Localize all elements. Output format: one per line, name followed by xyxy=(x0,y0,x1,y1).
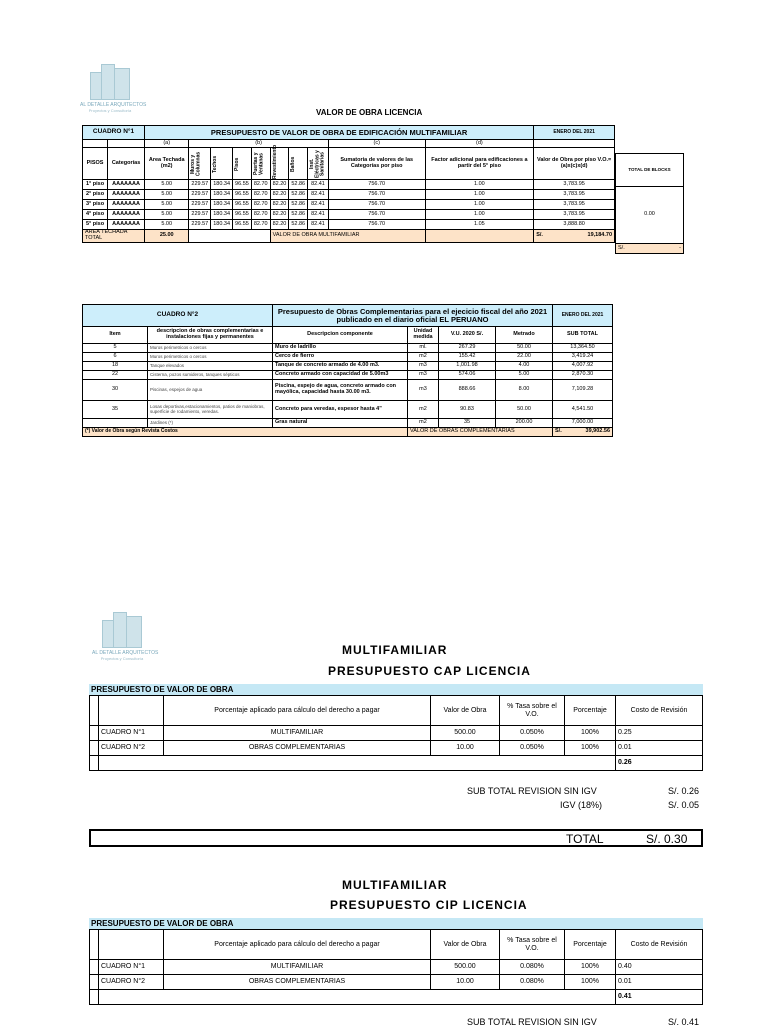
row-component: Muro de ladrillo xyxy=(273,344,408,353)
row-description: Muros perimetricos o cercos xyxy=(148,344,273,353)
row-porcentaje: 100% xyxy=(565,975,616,990)
row-category-value: 82.20 xyxy=(270,200,289,210)
blocks-value: - xyxy=(679,244,681,251)
vo-multifamiliar-label: VALOR DE OBRA MULTIFAMILIAR xyxy=(270,230,425,243)
row-unit: m2 xyxy=(408,353,439,362)
row-category-value: 82.20 xyxy=(270,220,289,230)
row-piso: 1° piso xyxy=(83,180,108,190)
vo-multifamiliar-value: 19,184.70 xyxy=(587,231,612,238)
row-category-value: 82.41 xyxy=(308,200,329,210)
row-vu: 888.66 xyxy=(439,380,496,401)
row-description: Jardines (*) xyxy=(148,419,273,428)
row-costo: 0.40 xyxy=(616,960,703,975)
c2-footer-label: VALOR DE OBRAS COMPLEMENTARIAS xyxy=(408,428,553,437)
cip-subtotal-value: S/. 0.41 xyxy=(668,1017,700,1027)
area-total-value: 25.00 xyxy=(145,230,189,243)
row-tasa: 0.050% xyxy=(500,741,565,756)
row-sumatoria: 756.70 xyxy=(328,220,425,230)
row-subtotal: 4,007.92 xyxy=(553,362,613,371)
table-row xyxy=(83,200,615,210)
cuadro1-date: ENERO DEL 2021 xyxy=(534,126,615,140)
table-row xyxy=(90,741,703,756)
row-subtotal: 7,000.00 xyxy=(553,419,613,428)
row-porcentaje: 100% xyxy=(565,726,616,741)
table-row xyxy=(83,344,613,353)
row-subtotal: 13,364.50 xyxy=(553,344,613,353)
row-vu: 90.83 xyxy=(439,401,496,419)
c2-header-metrado: Metrado xyxy=(496,327,553,344)
table-row xyxy=(90,975,703,990)
row-category-value: 52.86 xyxy=(289,210,308,220)
header-categorias: Categorías xyxy=(108,148,145,180)
cuadro2-title-line2: publicado en el diario oficial EL PERUANO xyxy=(336,314,489,324)
table-row xyxy=(83,220,615,230)
cap-title2: PRESUPUESTO CAP LICENCIA xyxy=(328,664,531,678)
row-category-value: 96.55 xyxy=(233,180,252,190)
table-row xyxy=(83,371,613,380)
cap-sum: 0.26 xyxy=(616,756,703,771)
total-blocks-value: 0.00 xyxy=(616,187,684,244)
row-tasa: 0.080% xyxy=(500,960,565,975)
cip-sum: 0.41 xyxy=(616,990,703,1005)
row-piso: 4° piso xyxy=(83,210,108,220)
row-description: OBRAS COMPLEMENTARIAS xyxy=(164,975,431,990)
cap-header-desc: Porcentaje aplicado para cálculo del derecho a pagar xyxy=(164,696,431,726)
header-muros: Muros y Columnas xyxy=(190,151,202,176)
row-category-value: 52.86 xyxy=(289,180,308,190)
header-instalaciones: Inst. Eléctricas y Sanitarias xyxy=(309,149,326,178)
row-valor-obra: 3,783.95 xyxy=(534,200,615,210)
logo-name-2: AL DETALLE ARQUITECTOS xyxy=(92,650,159,656)
row-category-value: 180.34 xyxy=(211,190,233,200)
row-vu: 35 xyxy=(439,419,496,428)
row-category-value: 52.86 xyxy=(289,200,308,210)
header-banos: Baños xyxy=(290,155,297,172)
row-category-value: 82.41 xyxy=(308,190,329,200)
table-row xyxy=(90,726,703,741)
row-category-value: 96.55 xyxy=(233,210,252,220)
cap-bar: PRESUPUESTO DE VALOR DE OBRA xyxy=(89,684,703,695)
row-description: Muros perimetricos o cercos xyxy=(148,353,273,362)
row-category-value: 229.57 xyxy=(189,180,211,190)
c2-header-item: Item xyxy=(83,327,148,344)
row-category-value: 96.55 xyxy=(233,190,252,200)
cap-igv-label: IGV (18%) xyxy=(560,800,603,810)
table-row xyxy=(83,190,615,200)
row-category-value: 82.41 xyxy=(308,210,329,220)
row-costo: 0.01 xyxy=(616,741,703,756)
logo-tagline-2: Proyectos y Consultoría xyxy=(100,656,144,661)
document-title: VALOR DE OBRA LICENCIA xyxy=(316,108,423,117)
cip-header-pct: Porcentaje xyxy=(565,930,616,960)
row-description: Piscinas, espejos de agua xyxy=(148,380,273,401)
c2-header-subtotal: SUB TOTAL xyxy=(553,327,613,344)
row-category-value: 82.70 xyxy=(251,210,270,220)
row-category-value: 180.34 xyxy=(211,210,233,220)
row-item: 35 xyxy=(83,401,148,419)
row-category-value: 229.57 xyxy=(189,220,211,230)
row-category-value: 180.34 xyxy=(211,180,233,190)
row-component: Concreto armado con capacidad de 5.00m3 xyxy=(273,371,408,380)
row-metrado: 50.00 xyxy=(496,344,553,353)
row-piso: 3° piso xyxy=(83,200,108,210)
row-category-value: 180.34 xyxy=(211,200,233,210)
row-category-value: 82.70 xyxy=(251,180,270,190)
row-valor-obra: 10.00 xyxy=(431,975,500,990)
row-category-value: 229.57 xyxy=(189,210,211,220)
blocks-currency: S/. xyxy=(618,244,625,251)
cap-total-value: S/. 0.30 xyxy=(646,832,688,846)
row-costo: 0.01 xyxy=(616,975,703,990)
row-component: Cerco de fierro xyxy=(273,353,408,362)
cuadro1-table xyxy=(82,125,615,243)
c2-header-unit: Unidad medida xyxy=(408,327,439,344)
row-category-value: 180.34 xyxy=(211,220,233,230)
row-porcentaje: 100% xyxy=(565,741,616,756)
row-unit: m3 xyxy=(408,371,439,380)
table-row xyxy=(83,380,613,401)
header-pisos: PISOS xyxy=(83,148,108,180)
row-category-value: 82.70 xyxy=(251,220,270,230)
row-categoria: AAAAAAA xyxy=(108,210,145,220)
c2-currency: S/. xyxy=(555,428,562,435)
cap-total-box xyxy=(89,829,703,847)
row-metrado: 22.00 xyxy=(496,353,553,362)
row-cuadro-label: CUADRO N°1 xyxy=(99,960,164,975)
cuadro2-label: CUADRO N°2 xyxy=(83,305,273,327)
row-category-value: 52.86 xyxy=(289,190,308,200)
col-letter-d: (d) xyxy=(425,140,534,148)
cip-title2: PRESUPUESTO CIP LICENCIA xyxy=(330,898,528,912)
c2-footer-note: (*) Valor de Obra según Revista Costos xyxy=(83,428,408,437)
cip-header-tasa: % Tasa sobre el V.O. xyxy=(500,930,565,960)
row-vu: 574.06 xyxy=(439,371,496,380)
row-description: Losas deportivas,estacionamientos, patios de maniobras, superficie de rodamiento, veredas. xyxy=(148,401,273,419)
header-revestimiento: Revestimiento xyxy=(271,144,278,179)
row-component: Piscina, espejo de agua, concreto armado con mayólica, capacidad hasta 30.00 m3. xyxy=(273,380,408,401)
row-unit: m2 xyxy=(408,401,439,419)
cap-title1: MULTIFAMILIAR xyxy=(342,643,448,657)
row-component: Concreto para veredas, espesor hasta 4" xyxy=(273,401,408,419)
row-factor: 1.00 xyxy=(425,180,534,190)
row-category-value: 82.20 xyxy=(270,180,289,190)
cuadro2-table xyxy=(82,304,613,437)
row-costo: 0.25 xyxy=(616,726,703,741)
row-item: 30 xyxy=(83,380,148,401)
row-valor-obra: 500.00 xyxy=(431,726,500,741)
c2-header-vu: V.U. 2020 S/. xyxy=(439,327,496,344)
row-vu: 1,001.98 xyxy=(439,362,496,371)
cip-table xyxy=(89,929,703,1005)
header-area: Area Techada (m2) xyxy=(145,148,189,180)
row-porcentaje: 100% xyxy=(565,960,616,975)
row-piso: 5° piso xyxy=(83,220,108,230)
logo-name: AL DETALLE ARQUITECTOS xyxy=(80,102,147,108)
row-categoria: AAAAAAA xyxy=(108,200,145,210)
row-tasa: 0.050% xyxy=(500,726,565,741)
cap-subtotal-value: S/. 0.26 xyxy=(668,786,700,796)
row-factor: 1.00 xyxy=(425,210,534,220)
area-total-label: AREA TECHADA TOTAL xyxy=(83,230,145,243)
cip-bar: PRESUPUESTO DE VALOR DE OBRA xyxy=(89,918,703,929)
row-category-value: 82.20 xyxy=(270,190,289,200)
header-puertas: Puertas y Ventanas xyxy=(252,152,265,175)
row-factor: 1.00 xyxy=(425,200,534,210)
table-row xyxy=(83,362,613,371)
row-subtotal: 2,870.30 xyxy=(553,371,613,380)
cap-table xyxy=(89,695,703,771)
vo-currency: S/. xyxy=(536,231,543,238)
table-row xyxy=(83,210,615,220)
row-area: 5.00 xyxy=(145,180,189,190)
row-categoria: AAAAAAA xyxy=(108,190,145,200)
logo-tagline: Proyectos y Consultoría xyxy=(88,108,132,113)
row-unit: m2 xyxy=(408,419,439,428)
cuadro2-date: ENERO DEL 2021 xyxy=(553,305,613,327)
row-category-value: 82.70 xyxy=(251,190,270,200)
row-subtotal: 7,109.28 xyxy=(553,380,613,401)
row-sumatoria: 756.70 xyxy=(328,190,425,200)
row-category-value: 229.57 xyxy=(189,190,211,200)
row-item: 22 xyxy=(83,371,148,380)
header-techos: Techos xyxy=(212,154,219,173)
cip-header-vo: Valor de Obra xyxy=(431,930,500,960)
row-item: 18 xyxy=(83,362,148,371)
cap-header-pct: Porcentaje xyxy=(565,696,616,726)
cuadro1-label: CUADRO N°1 xyxy=(83,126,145,140)
row-description: Cisterna, pozos sumideros, tanques sépticos xyxy=(148,371,273,380)
cap-header-vo: Valor de Obra xyxy=(431,696,500,726)
row-metrado: 5.00 xyxy=(496,371,553,380)
header-valor-obra: Valor de Obra por piso V.O.= (a)x(c)x(d) xyxy=(534,148,615,180)
building-logo-icon xyxy=(88,64,132,100)
table-row xyxy=(90,960,703,975)
header-total-blocks: TOTAL DE BLOCKS xyxy=(616,154,684,187)
row-unit: ml. xyxy=(408,344,439,353)
c2-total-value: 39,902.56 xyxy=(585,428,610,435)
row-valor-obra: 500.00 xyxy=(431,960,500,975)
row-category-value: 52.86 xyxy=(289,220,308,230)
row-component: Gras natural xyxy=(273,419,408,428)
header-pisos-cat: Pisos xyxy=(234,156,241,171)
row-category-value: 82.20 xyxy=(270,210,289,220)
row-category-value: 82.41 xyxy=(308,220,329,230)
c2-header-comp: Descripcion componente xyxy=(273,327,408,344)
table-row xyxy=(83,353,613,362)
row-description: MULTIFAMILIAR xyxy=(164,960,431,975)
row-subtotal: 3,419.24 xyxy=(553,353,613,362)
row-valor-obra: 10.00 xyxy=(431,741,500,756)
cip-title1: MULTIFAMILIAR xyxy=(342,878,448,892)
total-blocks-table xyxy=(615,153,684,254)
row-valor-obra: 3,783.95 xyxy=(534,210,615,220)
row-valor-obra: 3,888.80 xyxy=(534,220,615,230)
cap-igv-value: S/. 0.05 xyxy=(668,800,700,810)
cip-header-desc: Porcentaje aplicado para cálculo del derecho a pagar xyxy=(164,930,431,960)
cip-subtotal-label: SUB TOTAL REVISION SIN IGV xyxy=(467,1017,597,1027)
row-area: 5.00 xyxy=(145,200,189,210)
table-row xyxy=(83,419,613,428)
row-item: 6 xyxy=(83,353,148,362)
cap-total-label: TOTAL xyxy=(566,832,604,846)
col-letter-a: (a) xyxy=(145,140,189,148)
row-vu: 267.29 xyxy=(439,344,496,353)
row-category-value: 82.70 xyxy=(251,200,270,210)
row-category-value: 96.55 xyxy=(233,200,252,210)
row-piso: 2° piso xyxy=(83,190,108,200)
row-area: 5.00 xyxy=(145,210,189,220)
c2-header-desc: descripcion de obras complementarias e instalaciones fijas y permanentes xyxy=(148,327,273,344)
col-letter-c: (c) xyxy=(328,140,425,148)
row-subtotal: 4,541.50 xyxy=(553,401,613,419)
row-metrado: 4.00 xyxy=(496,362,553,371)
row-categoria: AAAAAAA xyxy=(108,220,145,230)
row-area: 5.00 xyxy=(145,190,189,200)
row-cuadro-label: CUADRO N°2 xyxy=(99,741,164,756)
company-logo-2 xyxy=(92,612,159,661)
row-item xyxy=(83,419,148,428)
row-vu: 155.42 xyxy=(439,353,496,362)
row-cuadro-label: CUADRO N°2 xyxy=(99,975,164,990)
row-description: OBRAS COMPLEMENTARIAS xyxy=(164,741,431,756)
row-valor-obra: 3,783.95 xyxy=(534,190,615,200)
cap-subtotal-label: SUB TOTAL REVISION SIN IGV xyxy=(467,786,597,796)
row-category-value: 82.41 xyxy=(308,180,329,190)
row-sumatoria: 756.70 xyxy=(328,180,425,190)
row-component: Tanque de concreto armado de 4.00 m3. xyxy=(273,362,408,371)
building-logo-icon xyxy=(100,612,144,648)
row-metrado: 8.00 xyxy=(496,380,553,401)
cap-header-cost: Costo de Revisión xyxy=(616,696,703,726)
row-unit: m3 xyxy=(408,362,439,371)
cuadro2-title-line1: Presupuesto de Obras Complementarias para el ejecicio fiscal del año 2021 xyxy=(277,306,548,316)
cip-header-cost: Costo de Revisión xyxy=(616,930,703,960)
table-row xyxy=(83,180,615,190)
row-tasa: 0.080% xyxy=(500,975,565,990)
row-factor: 1.05 xyxy=(425,220,534,230)
header-factor: Factor adicional para edificaciones a partir del 5° piso xyxy=(425,148,534,180)
col-letter-b: (b) xyxy=(189,140,328,148)
row-metrado: 200.00 xyxy=(496,419,553,428)
row-description: MULTIFAMILIAR xyxy=(164,726,431,741)
row-item: 5 xyxy=(83,344,148,353)
row-area: 5.00 xyxy=(145,220,189,230)
row-sumatoria: 756.70 xyxy=(328,200,425,210)
row-valor-obra: 3,783.95 xyxy=(534,180,615,190)
row-categoria: AAAAAAA xyxy=(108,180,145,190)
row-category-value: 229.57 xyxy=(189,200,211,210)
row-factor: 1.00 xyxy=(425,190,534,200)
table-row xyxy=(83,401,613,419)
cap-header-tasa: % Tasa sobre el V.O. xyxy=(500,696,565,726)
row-sumatoria: 756.70 xyxy=(328,210,425,220)
header-sumatoria: Sumatoria de valores de las Categorías por piso xyxy=(328,148,425,180)
row-metrado: 50.00 xyxy=(496,401,553,419)
row-description: Tanque elevados xyxy=(148,362,273,371)
row-unit: m3 xyxy=(408,380,439,401)
row-category-value: 96.55 xyxy=(233,220,252,230)
cuadro1-title: PRESUPUESTO DE VALOR DE OBRA DE EDIFICACIÓN MULTIFAMILIAR xyxy=(145,126,534,140)
row-cuadro-label: CUADRO N°1 xyxy=(99,726,164,741)
company-logo xyxy=(80,64,147,113)
